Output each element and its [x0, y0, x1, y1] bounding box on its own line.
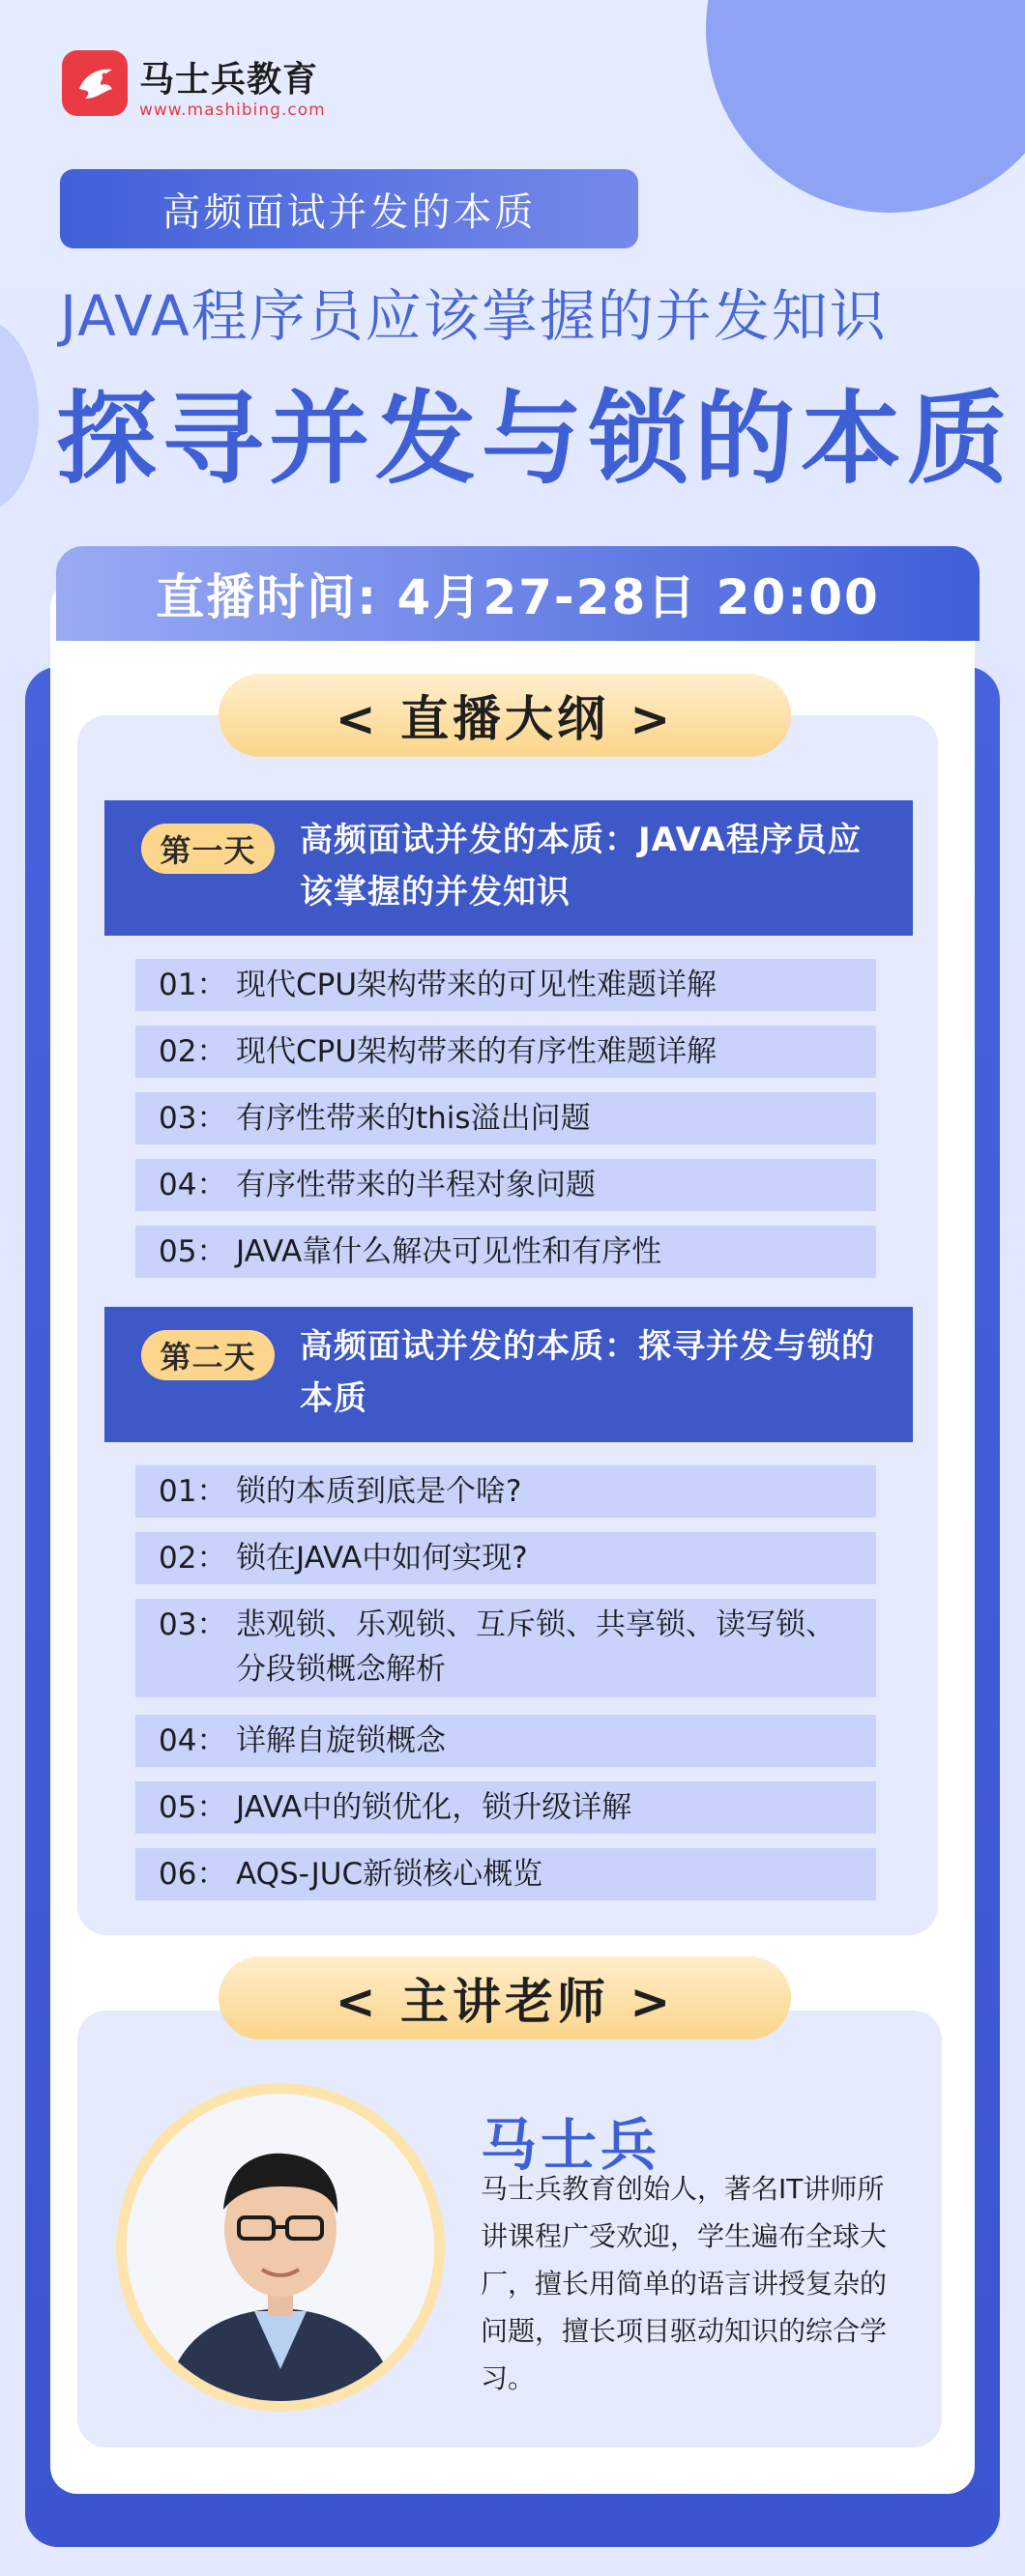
item-text: JAVA中的锁优化，锁升级详解	[236, 1790, 632, 1825]
decor-circle-left	[0, 319, 39, 512]
teacher-avatar	[116, 2083, 445, 2412]
item-text: 锁在JAVA中如何实现?	[236, 1541, 528, 1576]
page-title: 探寻并发与锁的本质	[56, 380, 1014, 498]
outline-heading: < 直播大纲 >	[219, 674, 791, 757]
item-text: 锁的本质到底是个啥?	[236, 1474, 522, 1509]
teacher-bio: 马士兵教育创始人，著名IT讲师所讲课程广受欢迎，学生遍布全球大厂，擅长用简单的语言讲授复杂的问题，擅长项目驱动知识的综合学习。	[481, 2173, 888, 2394]
list-item	[135, 1465, 876, 1518]
person-icon	[127, 2094, 434, 2401]
item-number: 01：	[159, 968, 227, 1002]
list-item	[135, 1026, 876, 1078]
list-item	[135, 1781, 876, 1834]
item-number: 03：	[159, 1607, 227, 1642]
brand-url: www.mashibing.com	[139, 101, 326, 120]
day-2-badge: 第二天	[141, 1330, 275, 1380]
item-number: 04：	[159, 1168, 227, 1202]
item-number: 05：	[159, 1790, 227, 1825]
teacher-name: 马士兵	[481, 2112, 661, 2178]
item-number: 05：	[159, 1234, 227, 1269]
day-1-header	[104, 800, 913, 936]
list-item	[135, 1532, 876, 1584]
teacher-heading: < 主讲老师 >	[219, 1956, 791, 2040]
item-number: 06：	[159, 1857, 227, 1892]
list-item	[135, 959, 876, 1011]
brand-name: 马士兵教育	[139, 60, 319, 100]
item-text: 有序性带来的this溢出问题	[236, 1101, 591, 1136]
brand-logo-icon	[62, 50, 128, 116]
item-number: 02：	[159, 1034, 227, 1069]
list-item	[135, 1848, 876, 1900]
list-item	[135, 1715, 876, 1767]
header-tag: 高频面试并发的本质	[60, 169, 638, 248]
list-item	[135, 1159, 876, 1211]
fish-logo-icon	[72, 60, 118, 106]
item-number: 04：	[159, 1723, 227, 1758]
header-subtitle: JAVA程序员应该掌握的并发知识	[60, 283, 888, 349]
live-time-bar: 直播时间: 4月27-28日 20:00	[56, 546, 980, 641]
item-number: 03：	[159, 1101, 227, 1136]
item-text: 现代CPU架构带来的有序性难题详解	[236, 1034, 718, 1069]
item-text: 悲观锁、乐观锁、互斥锁、共享锁、读写锁、分段锁概念解析	[236, 1607, 835, 1687]
list-item	[135, 1599, 876, 1697]
day-2-header	[104, 1307, 913, 1442]
teacher-photo	[127, 2094, 434, 2401]
item-text: AQS-JUC新锁核心概览	[236, 1857, 543, 1892]
day-2-title: 高频面试并发的本质：探寻并发与锁的本质	[300, 1327, 875, 1418]
item-text: 有序性带来的半程对象问题	[236, 1168, 596, 1202]
day-1-badge: 第一天	[141, 824, 275, 874]
item-number: 01：	[159, 1474, 227, 1509]
item-text: 现代CPU架构带来的可见性难题详解	[236, 968, 718, 1002]
decor-circle-top-right	[706, 0, 1025, 213]
day-1-title: 高频面试并发的本质：JAVA程序员应该掌握的并发知识	[300, 821, 862, 912]
item-text: 详解自旋锁概念	[236, 1723, 446, 1758]
item-number: 02：	[159, 1541, 227, 1576]
item-text: JAVA靠什么解决可见性和有序性	[236, 1234, 662, 1269]
list-item	[135, 1226, 876, 1278]
list-item	[135, 1092, 876, 1144]
